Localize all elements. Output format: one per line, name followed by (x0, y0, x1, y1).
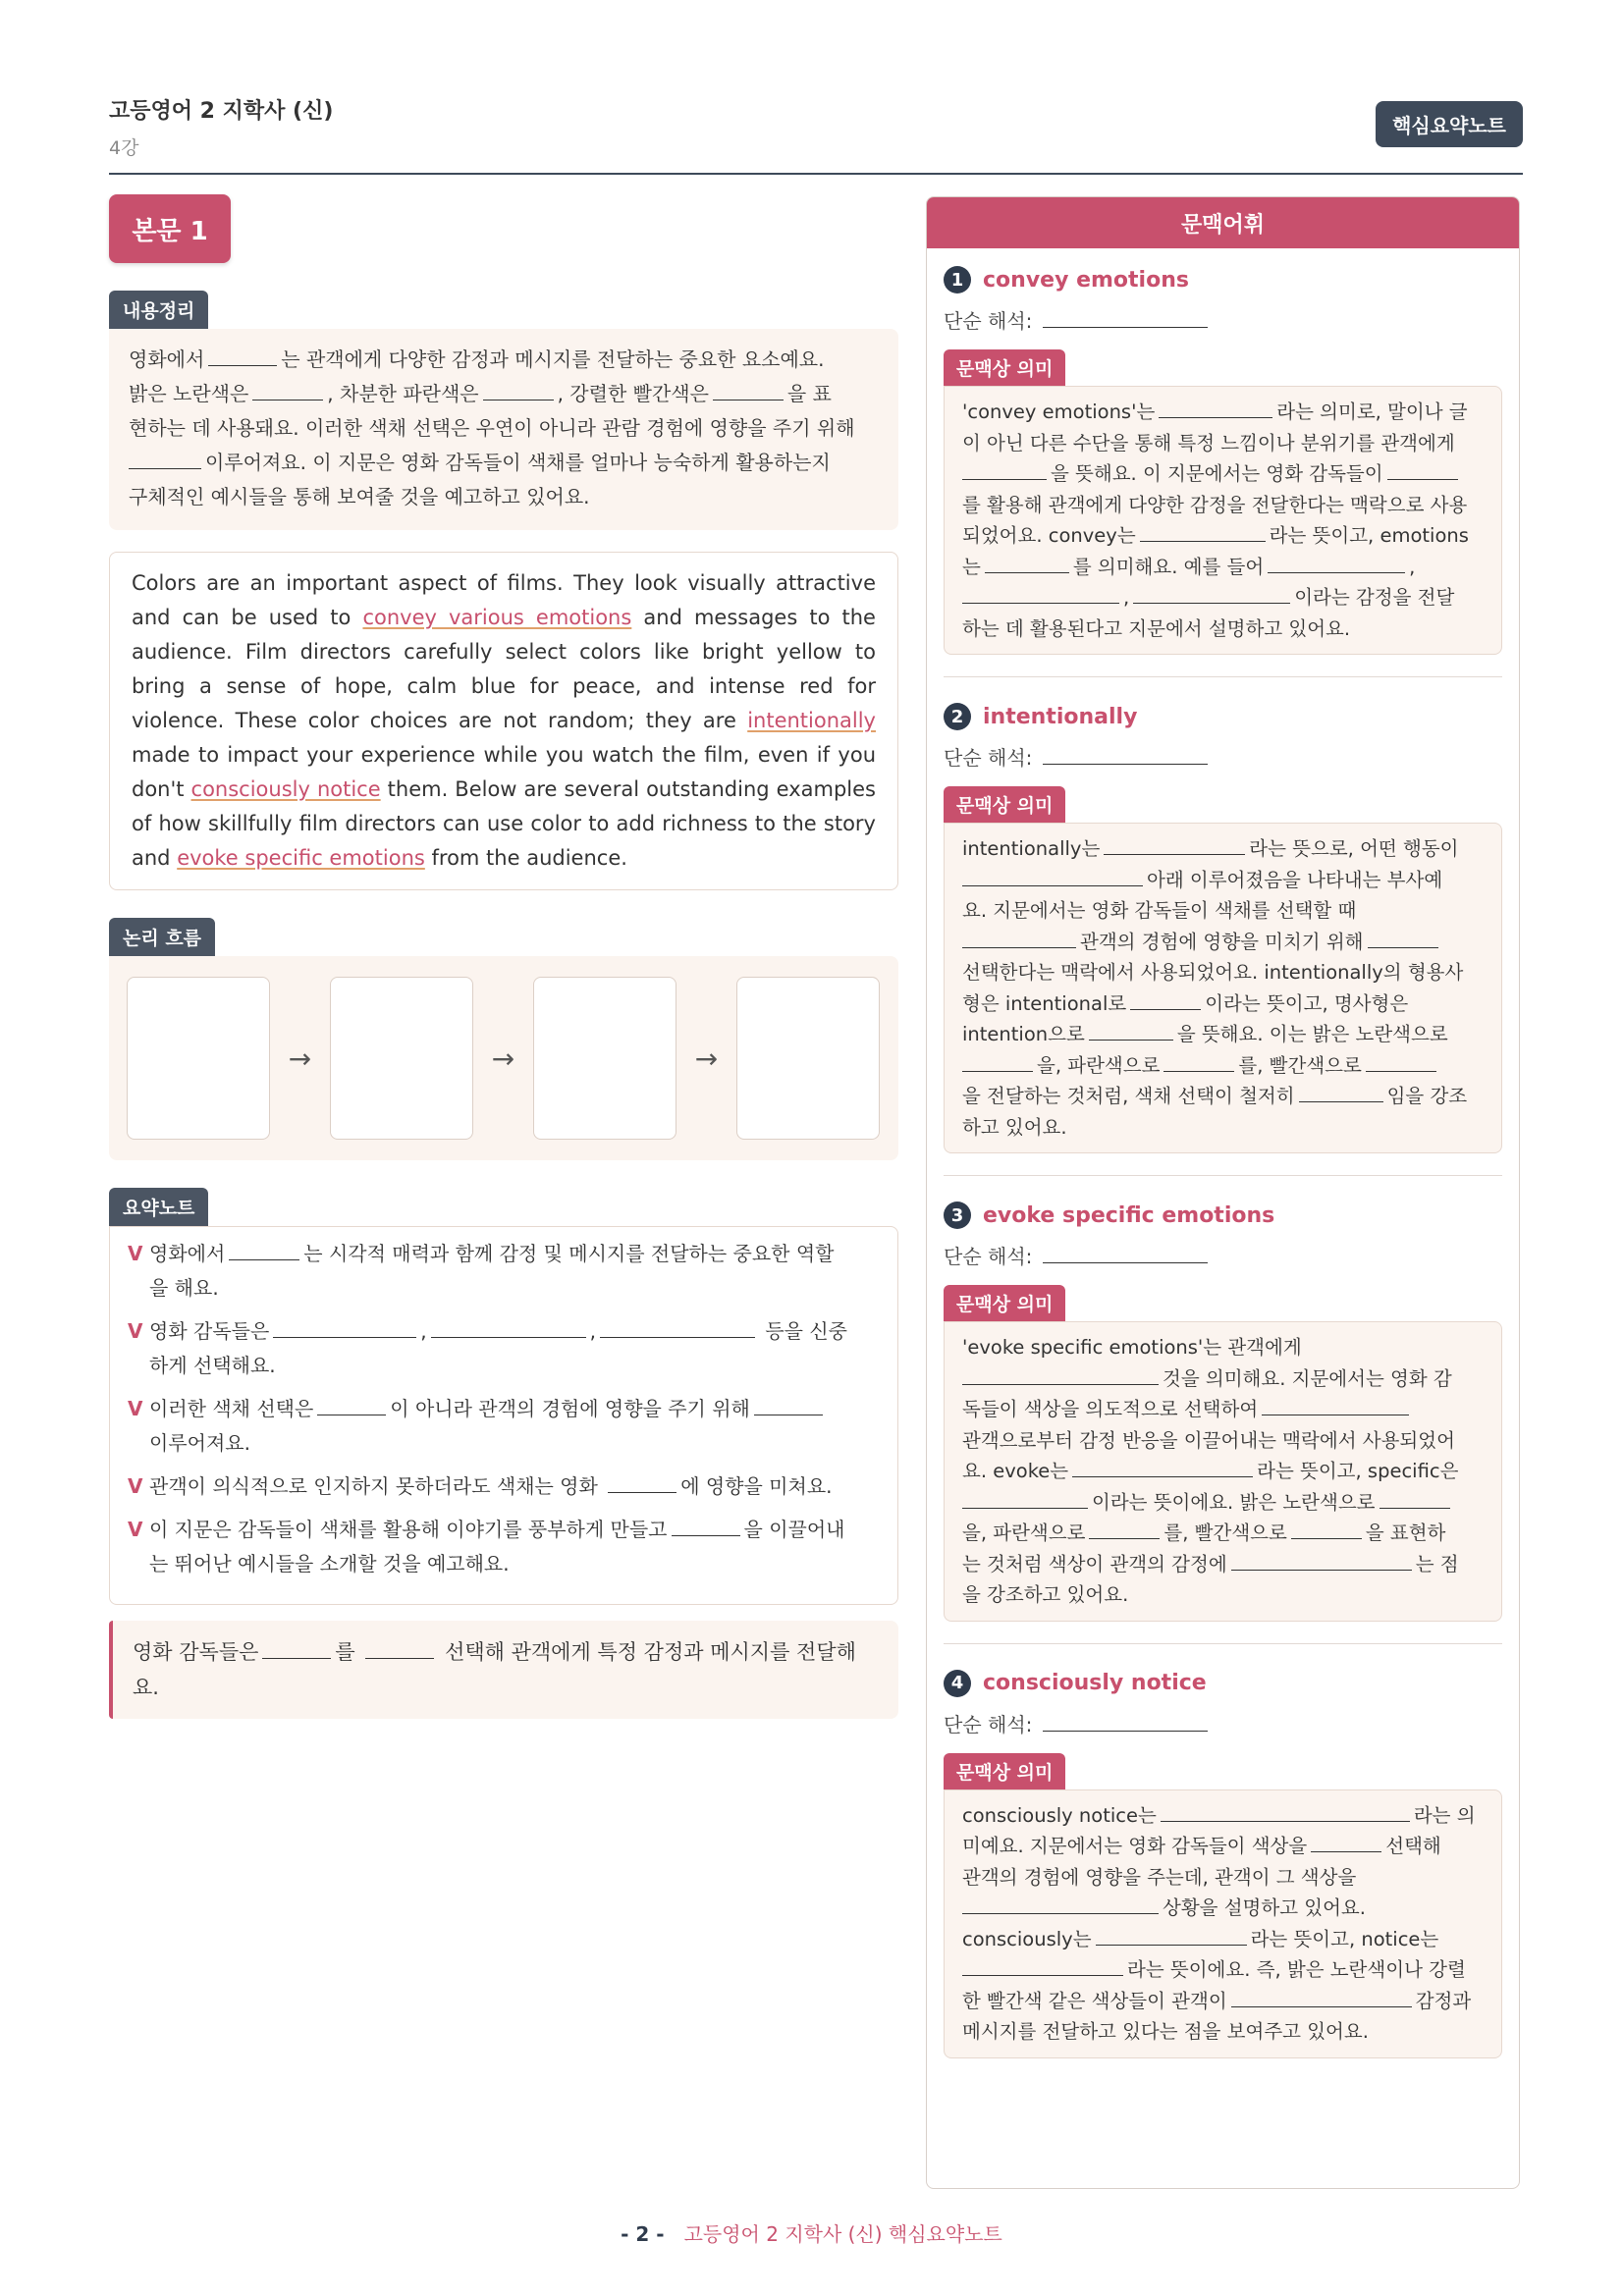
context-meaning-box: 'convey emotions'는 라는 의미로, 말이나 글 이 아닌 다른 수단을 통해 특정 느낌이나 분위기를 관객에게 을 뜻해요. 이 지문에서는 영화 감독들이 를 활용해 관객에게 다양한 감정을 전달한다는 맥락으로 사용 되었어요. convey는 라는 뜻이고, emotions 는 를 의미해요. 예를 들어 , , 이라는 감정을 전달 하는 데 활용된다고 지문에서 설명하고 있어요. (944, 386, 1502, 655)
arrow-right-icon: → (288, 1041, 312, 1075)
blank[interactable] (252, 380, 323, 400)
left-column (109, 194, 898, 1719)
logic-flow-box (109, 956, 898, 1160)
blank[interactable] (483, 380, 554, 400)
highlight-phrase: intentionally (747, 709, 876, 732)
passage-text: Colors are an important aspect of films. They look visually attractive and can be used to convey various emotions and messages to the audience. Film directors carefully select colors like bright yellow to bring a sense of hope, calm blue for peace, and intense red for violence. These color choices are not random; they are intentionally made to impact your experience while you watch the film, even if you don't consciously notice them. Below are several outstanding examples of how skillfully film directors can use color to add richness to the story and evoke specific emotions from the audience. (109, 552, 898, 890)
page-header (109, 94, 1523, 175)
summary-notes-box (109, 1226, 898, 1605)
core-summary-badge: 핵심요약노트 (1376, 101, 1523, 147)
check-mark-icon: V (128, 1242, 143, 1265)
note-item: V 관객이 의식적으로 인지하지 못하더라도 색채는 영화 에 영향을 미쳐요. (128, 1469, 880, 1504)
summary-notes-tag: 요약노트 (109, 1188, 208, 1226)
check-mark-icon: V (128, 1474, 143, 1498)
logic-flow-tag: 논리 흐름 (109, 918, 215, 956)
vocab-item: 4 consciously notice 단순 해석: 문맥상 의미 consciously notice는 라는 의 미예요. 지문에서는 영화 감독들이 색상을 선택해 관객의 경험에 영향을 주는데, 관객이 그 색상을 상황을 설명하고 있어요. consciously는 라는 뜻이고, notice는 라는 뜻이에요. 즉, 밝은 노란색이나 강렬 한 빨간색 같은 색상들이 관객이 감정과 메시지를 전달하고 있다는 점을 보여주고 있어요. (927, 1670, 1519, 2058)
page-footer (0, 2218, 1623, 2247)
flow-step-box[interactable] (736, 977, 880, 1140)
highlight-phrase: consciously notice (190, 777, 381, 801)
note-item: V 영화에서 는 시각적 매력과 함께 감정 및 메시지를 전달하는 중요한 역할 을 해요. (128, 1237, 880, 1306)
note-item: V 이러한 색채 선택은 이 아니라 관객의 경험에 영향을 주기 위해 이루어져요. (128, 1392, 880, 1461)
note-item: V 이 지문은 감독들이 색채를 활용해 이야기를 풍부하게 만들고 을 이끌어내 는 뛰어난 예시들을 소개할 것을 예고해요. (128, 1513, 880, 1581)
context-meaning-tag: 문맥상 의미 (944, 349, 1065, 386)
number-badge: 3 (944, 1201, 971, 1229)
vocab-term: intentionally (983, 704, 1138, 729)
content-summary-box: 영화에서 는 관객에게 다양한 감정과 메시지를 전달하는 중요한 요소예요. 밝은 노란색은 , 차분한 파란색은 , 강렬한 빨간색은 을 표 현하는 데 사용돼요. 이러한 색채 선택은 우연이 아니라 관람 경험에 영향을 주기 위해 이루어져요. 이 지문은 영화 감독들이 색채를 얼마나 능숙하게 활용하는지 구체적인 예시들을 통해 보여줄 것을 예고하고 있어요. (109, 329, 898, 530)
section-label: 본문 1 (109, 194, 231, 263)
context-meaning-tag: 문맥상 의미 (944, 1753, 1065, 1789)
context-vocabulary-panel (926, 196, 1520, 2189)
blank[interactable] (208, 346, 277, 366)
page-number: - 2 - (621, 2222, 665, 2246)
document-title: 고등영어 2 지학사 (신) (109, 99, 334, 124)
blank[interactable] (1043, 1243, 1208, 1263)
blank[interactable] (129, 449, 201, 469)
context-meaning-box: 'evoke specific emotions'는 관객에게 것을 의미해요. 지문에서는 영화 감 독들이 색상을 의도적으로 선택하여 관객으로부터 감정 반응을 이끌어내는 맥락에서 사용되었어 요. evoke는 라는 뜻이고, specific은 이라는 뜻이에요. 밝은 노란색으로 을, 파란색으로 를, 빨간색으로 을 표현하 는 것처럼 색상이 관객의 감정에 는 점 을 강조하고 있어요. (944, 1321, 1502, 1622)
arrow-right-icon: → (491, 1041, 515, 1075)
context-meaning-tag: 문맥상 의미 (944, 786, 1065, 823)
number-badge: 1 (944, 266, 971, 294)
context-meaning-tag: 문맥상 의미 (944, 1285, 1065, 1321)
flow-step-box[interactable] (533, 977, 676, 1140)
content-summary-tag: 내용정리 (109, 291, 208, 329)
key-sentence-box: 영화 감독들은 를 선택해 관객에게 특정 감정과 메시지를 전달해 요. (109, 1621, 898, 1719)
flow-step-box[interactable] (330, 977, 473, 1140)
context-vocabulary-heading: 문맥어휘 (927, 197, 1519, 248)
check-mark-icon: V (128, 1518, 143, 1541)
vocab-item: 1 convey emotions 단순 해석: 문맥상 의미 'convey emotions'는 라는 의미로, 말이나 글 이 아닌 다른 수단을 통해 특정 느낌이나 분위기를 관객에게 을 뜻해요. 이 지문에서는 영화 감독들이 를 활용해 관객에게 다양한 감정을 전달한다는 맥락으로 사용 되었어요. convey는 라는 뜻이고, emotions 는 를 의미해요. 예를 들어 , , 이라는 감정을 전달 하는 데 활용된다고 지문에서 설명하고 있어요. (927, 266, 1519, 655)
vocab-item: 2 intentionally 단순 해석: 문맥상 의미 intentionally는 라는 뜻으로, 어떤 행동이 아래 이루어졌음을 나타내는 부사예 요. 지문에서는 영화 감독들이 색채를 선택할 때 관객의 경험에 영향을 미치기 위해 선택한다는 맥락에서 사용되었어요. intentionally의 형용사 형은 intentional로 이라는 뜻이고, 명사형은 intention으로 을 뜻해요. 이는 밝은 노란색으로 을, 파란색으로 를, 빨간색으로 을 전달하는 것처럼, 색채 선택이 철저히 임을 강조 하고 있어요. (927, 703, 1519, 1153)
blank[interactable] (1043, 1711, 1208, 1732)
vocab-term: consciously notice (983, 1671, 1207, 1695)
check-mark-icon: V (128, 1397, 143, 1420)
arrow-right-icon: → (694, 1041, 719, 1075)
flow-step-box[interactable] (127, 977, 270, 1140)
vocab-term: evoke specific emotions (983, 1202, 1275, 1228)
footer-title: 고등영어 2 지학사 (신) 핵심요약노트 (683, 2222, 1002, 2246)
highlight-phrase: evoke specific emotions (177, 846, 425, 870)
check-mark-icon: V (128, 1319, 143, 1343)
blank[interactable] (1043, 307, 1208, 328)
vocab-item: 3 evoke specific emotions 단순 해석: 문맥상 의미 'evoke specific emotions'는 관객에게 것을 의미해요. 지문에서는 영화 감 독들이 색상을 의도적으로 선택하여 관객으로부터 감정 반응을 이끌어내는 맥락에서 사용되었어 요. evoke는 라는 뜻이고, specific은 이라는 뜻이에요. 밝은 노란색으로 을, 파란색으로 를, 빨간색으로 을 표현하 는 것처럼 색상이 관객의 감정에 는 점 을 강조하고 있어요. (927, 1201, 1519, 1622)
context-meaning-box: consciously notice는 라는 의 미예요. 지문에서는 영화 감독들이 색상을 선택해 관객의 경험에 영향을 주는데, 관객이 그 색상을 상황을 설명하고 있어요. consciously는 라는 뜻이고, notice는 라는 뜻이에요. 즉, 밝은 노란색이나 강렬 한 빨간색 같은 색상들이 관객이 감정과 메시지를 전달하고 있다는 점을 보여주고 있어요. (944, 1789, 1502, 2058)
note-item: V 영화 감독들은 , , 등을 신중 하게 선택해요. (128, 1314, 880, 1383)
context-meaning-box: intentionally는 라는 뜻으로, 어떤 행동이 아래 이루어졌음을 나타내는 부사예 요. 지문에서는 영화 감독들이 색채를 선택할 때 관객의 경험에 영향을 미치기 위해 선택한다는 맥락에서 사용되었어요. intentionally의 형용사 형은 intentional로 이라는 뜻이고, 명사형은 intention으로 을 뜻해요. 이는 밝은 노란색으로 을, 파란색으로 를, 빨간색으로 을 전달하는 것처럼, 색채 선택이 철저히 임을 강조 하고 있어요. (944, 823, 1502, 1153)
vocab-term: convey emotions (983, 267, 1189, 293)
blank[interactable] (1043, 744, 1208, 765)
lesson-number: 4강 (109, 137, 139, 159)
number-badge: 2 (944, 703, 971, 730)
number-badge: 4 (944, 1670, 971, 1697)
blank[interactable] (713, 380, 784, 400)
highlight-phrase: convey various emotions (362, 606, 632, 629)
